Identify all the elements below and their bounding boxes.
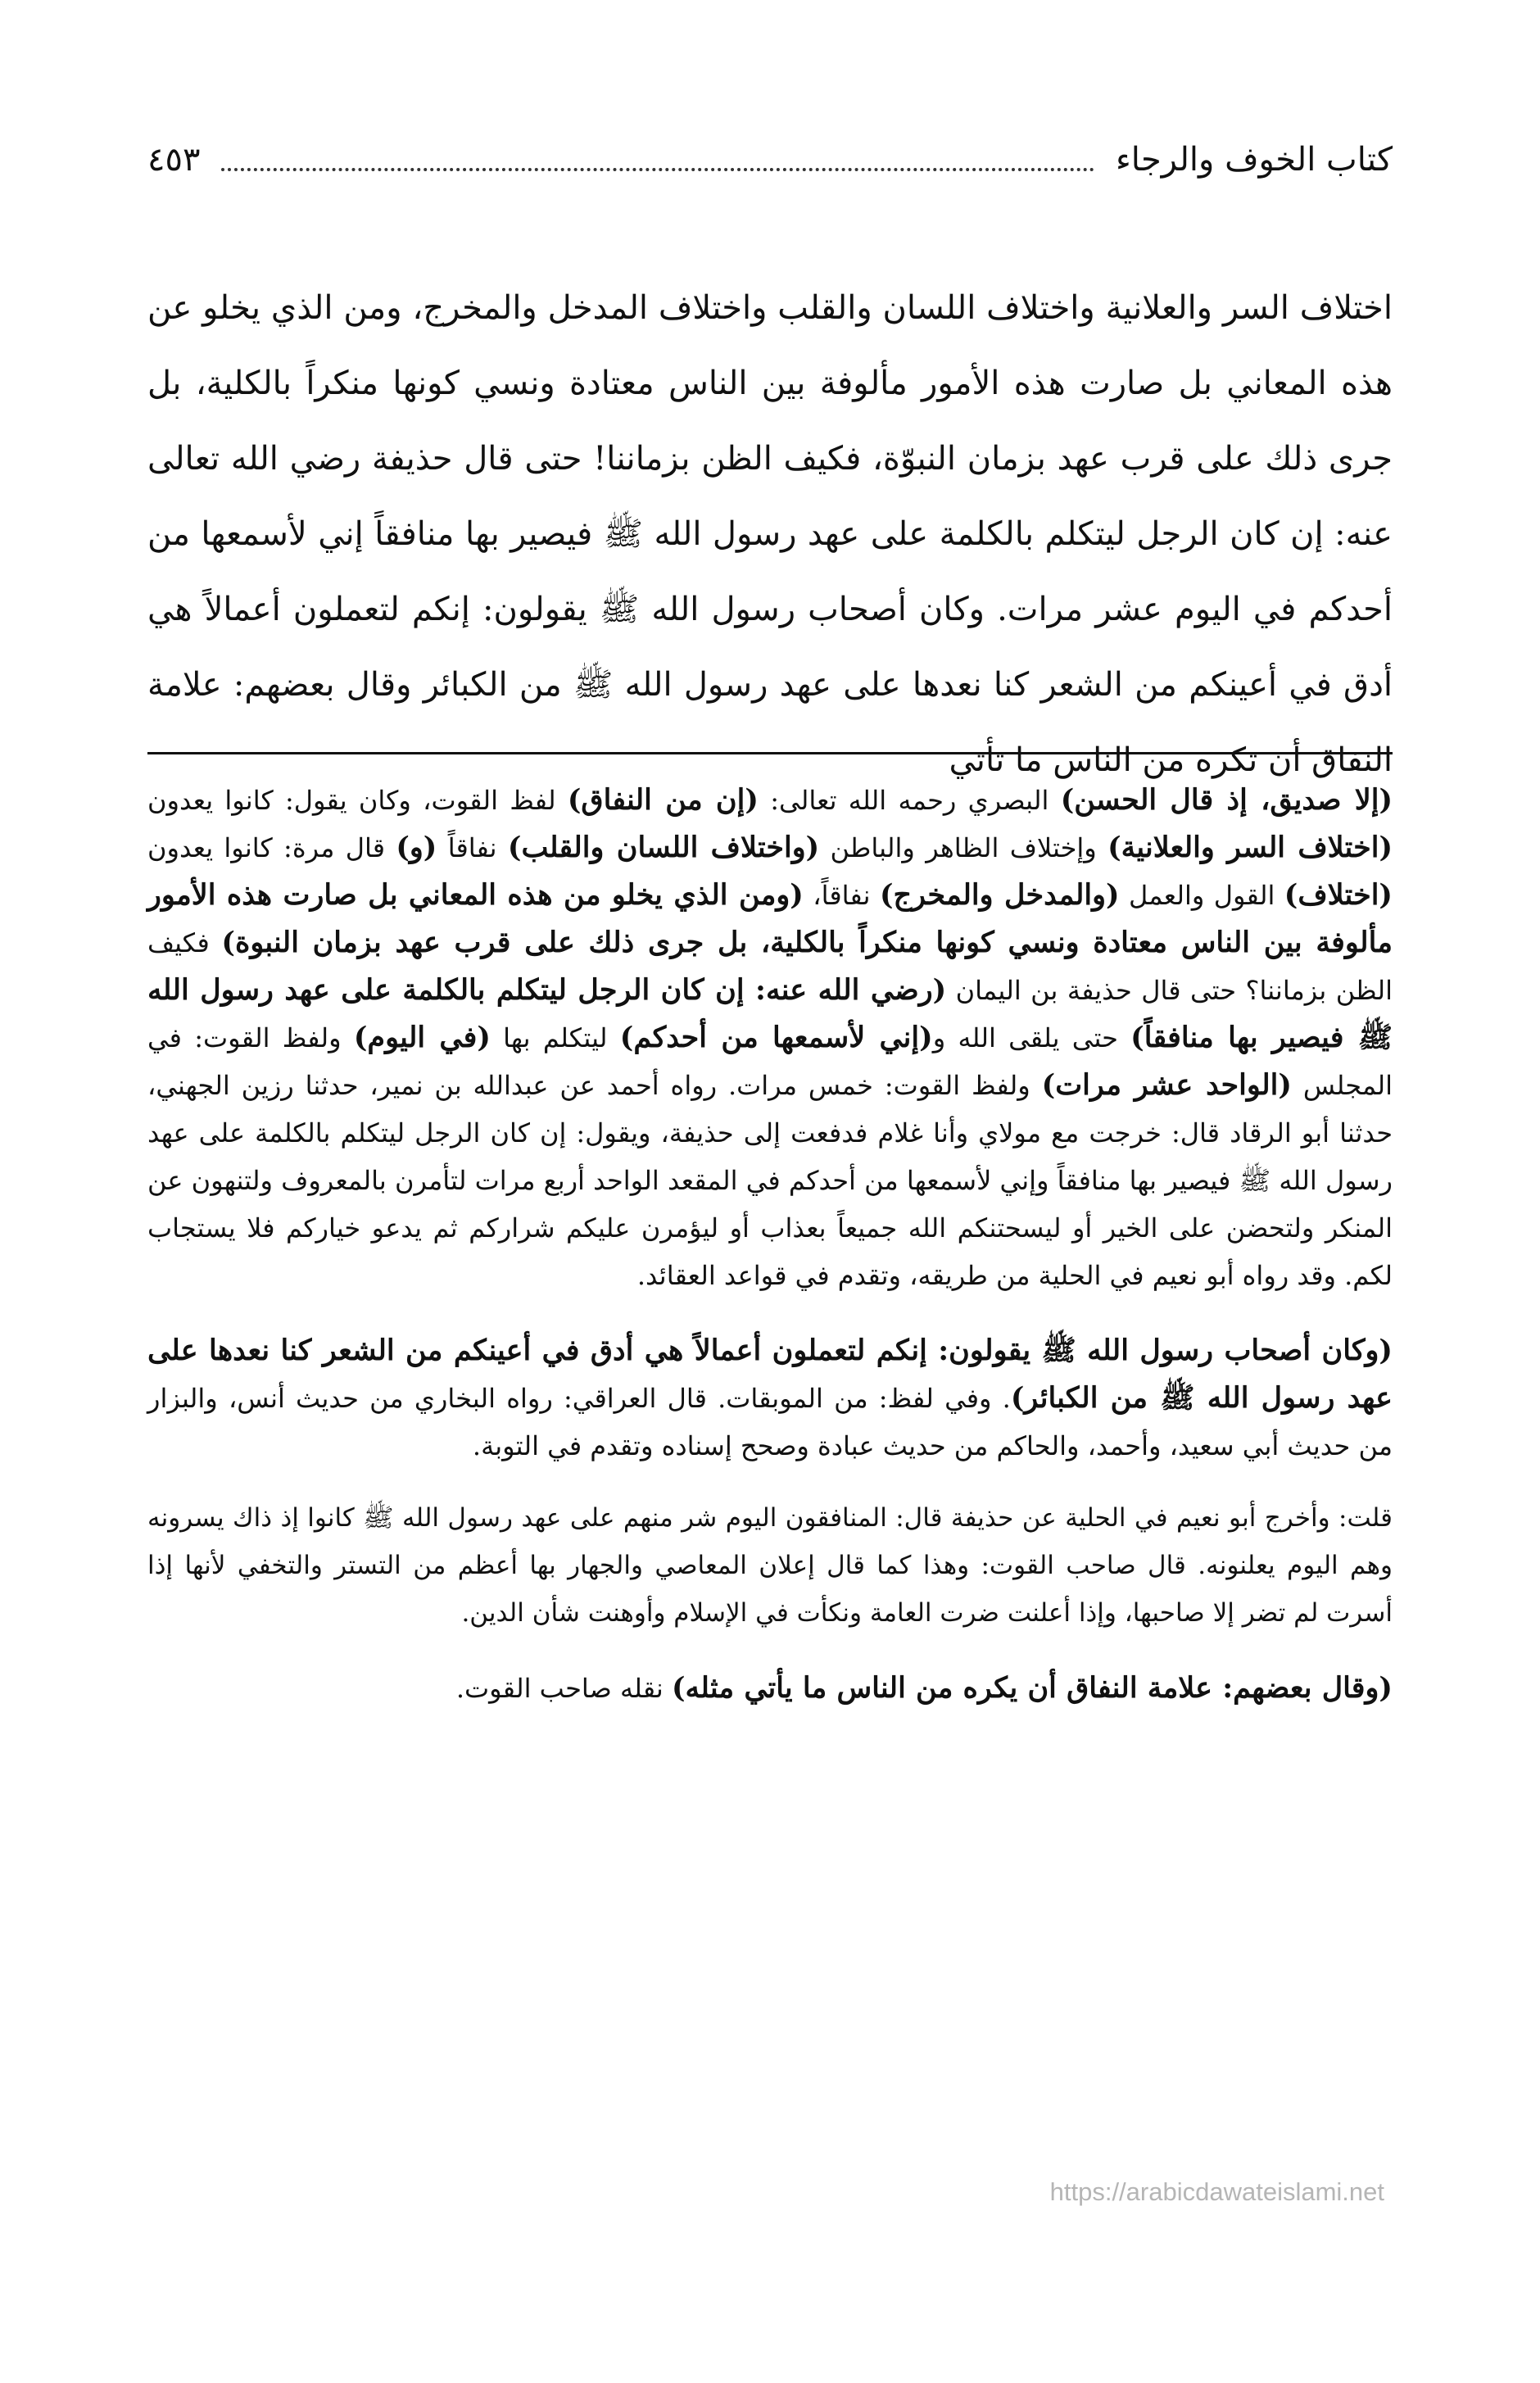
quoted-matn-text: (في اليوم) [353,1021,491,1054]
quoted-matn-text: (اختلاف السر والعلانية) [1107,831,1393,864]
quoted-matn-text: (رضي الله عنه: إن كان الرجل ليتكلم بالكلمة على عهد رسول الله ﷺ فيصير بها منافقاً) [147,973,1393,1054]
quoted-matn-text: (إن من النفاق) [567,783,759,817]
commentary-note-paragraph [147,1494,1393,1637]
commentary-paragraph [147,1665,1393,1712]
quoted-matn-text: (ومن الذي يخلو من هذه المعاني بل صارت هذه الأمور مألوفة بين الناس معتادة ونسي كونها منكراً بالكلية، بل جرى ذلك على قرب عهد بزمان النبوة) [147,878,1393,959]
commentary-text: نفاقاً، [803,880,880,911]
main-text: اختلاف السر والعلانية واختلاف اللسان والقلب واختلاف المدخل والمخرج، ومن الذي يخلو عن هذه المعاني بل صارت هذه الأمور مألوفة بين الناس معتادة ونسي كونها منكراً بالكلية، بل جرى ذلك على قرب عهد بزمان النبوّة، فكيف الظن بزماننا! حتى قال حذيفة رضي الله تعالى عنه: إن كان الرجل ليتكلم بالكلمة على عهد رسول الله ﷺ فيصير بها منافقاً إني لأسمعها من أحدكم في اليوم عشر مرات. وكان أصحاب رسول الله ﷺ يقولون: إنكم لتعملون أعمالاً هي أدق في أعينكم من الشعر كنا نعدها على عهد رسول الله ﷺ من الكبائر وقال بعضهم: علامة النفاق أن تكره من الناس ما تأتي [147,289,1393,779]
quoted-matn-text: (وقال بعضهم: علامة النفاق أن يكره من الناس ما يأتي مثله) [671,1671,1393,1705]
quoted-matn-text: (إني لأسمعها من أحدكم) [619,1021,933,1054]
header-dot-leader [221,168,1094,171]
commentary-text: ولفظ القوت: خمس مرات. رواه أحمد عن عبدالله بن نمير، حدثنا رزين الجهني، حدثنا أبو الرقاد قال: خرجت مع مولاي وأنا غلام فدفعت إلى حذيفة، ويقول: إن كان الرجل ليتكلم بالكلمة على عهد رسول الله ﷺ فيصير بها منافقاً وإني لأسمعها من أحدكم في المقعد الواحد أربع مرات لتأمرن بالمعروف ولتنهون عن المنكر ولتحضن على الخير أو ليسحتنكم الله جميعاً بعذاب أو ليؤمرن عليكم شراركم ثم يدعو خياركم فلا يستجاب لكم. وقد رواه أبو نعيم في الحلية من طريقه، وتقدم في قواعد العقائد. [147,1070,1393,1291]
commentary-text: ليتكلم بها [490,1022,620,1053]
commentary-block [147,777,1393,1712]
commentary-text: قلت: وأخرج أبو نعيم في الحلية عن حذيفة قال: المنافقون اليوم شر منهم على عهد رسول الله ﷺ كانوا إذ ذاك يسرونه وهم اليوم يعلنونه. قال صاحب القوت: وهذا كما قال إعلان المعاصي والجهار بها أعظم من التستر والتخفي لأنها إذا أسرت لم تضر إلا صاحبها، وإذا أعلنت ضرت العامة ونكأت في الإسلام وأوهنت شأن الدين. [147,1503,1393,1628]
quoted-matn-text: (واختلاف اللسان والقلب) [507,831,820,864]
quoted-matn-text: (وكان أصحاب رسول الله ﷺ يقولون: إنكم لتعملون أعمالاً هي أدق في أعينكم من الشعر كنا نعدها على عهد رسول الله ﷺ من الكبائر) [147,1334,1393,1415]
page-number: ٤٥٣ [147,141,201,179]
quoted-matn-text: (والمدخل والمخرج) [879,878,1120,912]
commentary-text: القول والعمل [1119,880,1284,911]
commentary-text: البصري رحمه الله تعالى: [758,785,1061,816]
quoted-matn-text: (إلا صديق، إذ قال الحسن) [1060,783,1393,817]
commentary-text: ولفظ القوت: في المجلس [147,1022,1393,1101]
commentary-text: فكيف الظن بزماننا؟ حتى قال حذيفة بن اليمان [147,927,1393,1006]
commentary-text: حتى يلقى الله و [932,1022,1131,1053]
running-header [147,131,1393,188]
quoted-matn-text: (الواحد عشر مرات) [1041,1068,1292,1102]
commentary-text: . وفي لفظ: من الموبقات. قال العراقي: رواه البخاري من حديث أنس، والبزار من حديث أبي سعيد، وأحمد، والحاكم من حديث عبادة وصحح إسناده وتقدم في التوبة. [147,1383,1393,1461]
commentary-text: وإختلاف الظاهر والباطن [819,832,1108,863]
commentary-text: نفاقاً [437,832,508,863]
commentary-text: نقله صاحب القوت. [455,1673,672,1704]
watermark-url: https://arabicdawateislami.net [1049,2177,1384,2206]
commentary-paragraph [147,1327,1393,1470]
commentary-text: قال مرة: كانوا يعدون [147,832,396,863]
commentary-text: لفظ القوت، وكان يقول: كانوا يعدون [147,785,568,816]
quoted-matn-text: (و) [396,831,437,864]
footnote-separator-rule [147,752,1393,754]
commentary-paragraph [147,777,1393,1299]
quoted-matn-text: (اختلاف) [1284,878,1393,912]
book-section-title: كتاب الخوف والرجاء [1115,141,1393,179]
